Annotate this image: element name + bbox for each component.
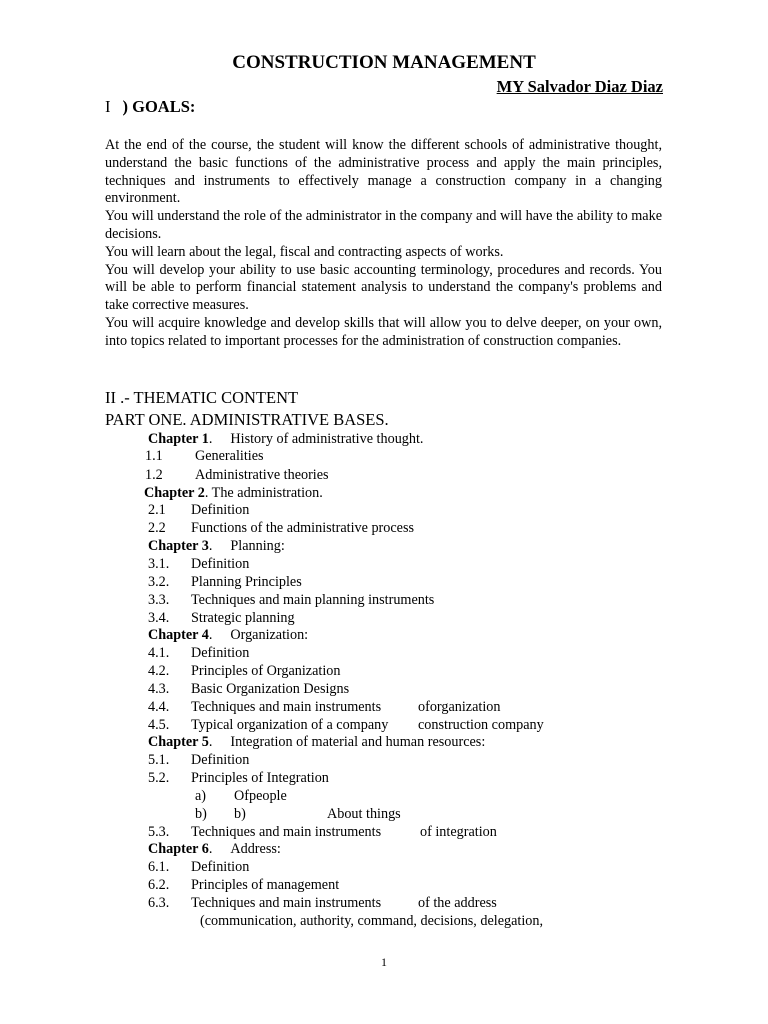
chapter-heading: Chapter 5. Integration of material and human resources: [148,734,486,750]
toc-item: 3.3. Techniques and main planning instruments [148,592,435,608]
toc-item: 6.2. Principles of management [148,877,340,893]
toc-item: 4.5. Typical organization of a company construction company [148,717,544,733]
goals-heading [105,97,195,117]
toc-item: 3.2. Planning Principles [148,574,302,590]
goals-paragraph: You will learn about the legal, fiscal and contracting aspects of works. [105,243,504,260]
author-name: MY Salvador Diaz Diaz [496,77,663,96]
goals-text [105,137,662,351]
goals-roman-numeral: I [105,97,111,116]
document-title: CONSTRUCTION MANAGEMENT [232,52,536,73]
toc-item: 4.2. Principles of Organization [148,663,341,679]
toc-item: 6.1. Definition [148,859,250,875]
toc-item: 2.2 Functions of the administrative process [148,520,415,536]
toc-item: 4.3. Basic Organization Designs [148,681,350,697]
goals-paragraph: You will acquire knowledge and develop skills that will allow you to delve deeper, on your own, into topics related to important processes for the administration of construction companies. [105,314,662,349]
toc-subitem: b) b) About things [195,806,401,822]
chapter-heading: Chapter 1. History of administrative thought. [148,431,424,447]
toc-subitem: a) Ofpeople [195,788,287,804]
chapter-heading: Chapter 3. Planning: [148,538,285,554]
goals-paragraph: At the end of the course, the student will know the different schools of administrative thought, understand the basic functions of the administrative process and apply the main principles, techniques and instruments to effectively manage a construction company in a changing environment. [105,137,662,207]
goals-paragraph: You will understand the role of the administrator in the company and will have the ability to make decisions. [105,208,662,242]
toc-item: 4.4. Techniques and main instruments oforganization [148,699,501,715]
thematic-content-heading: II .- THEMATIC CONTENT [105,388,299,407]
chapter-heading: Chapter 4. Organization: [148,627,309,643]
toc-item: 5.3. Techniques and main instruments of integration [148,824,497,840]
toc-item: 1.1 Generalities [145,448,264,464]
chapter-heading: Chapter 6. Address: [148,841,281,857]
toc-item: 4.1. Definition [148,645,250,661]
goals-paragraph: You will develop your ability to use basic accounting terminology, procedures and records. You will be able to perform financial statement analysis to understand the company's problems and take corrective measures. [105,261,662,314]
goals-heading-text: ) GOALS: [122,97,196,116]
page-number: 1 [381,955,387,969]
toc-item: 3.1. Definition [148,556,250,572]
toc-item: 6.3. Techniques and main instruments of the address [148,895,497,911]
chapter-heading: Chapter 2. The administration. [144,485,323,501]
toc-continuation: (communication, authority, command, decisions, delegation, [200,913,544,929]
toc-item: 5.1. Definition [148,752,250,768]
toc-item: 2.1 Definition [148,502,250,518]
toc-item: 1.2 Administrative theories [145,467,329,483]
toc-item: 3.4. Strategic planning [148,610,295,626]
part-one-heading: PART ONE. ADMINISTRATIVE BASES. [105,410,389,429]
toc-item: 5.2. Principles of Integration [148,770,329,786]
